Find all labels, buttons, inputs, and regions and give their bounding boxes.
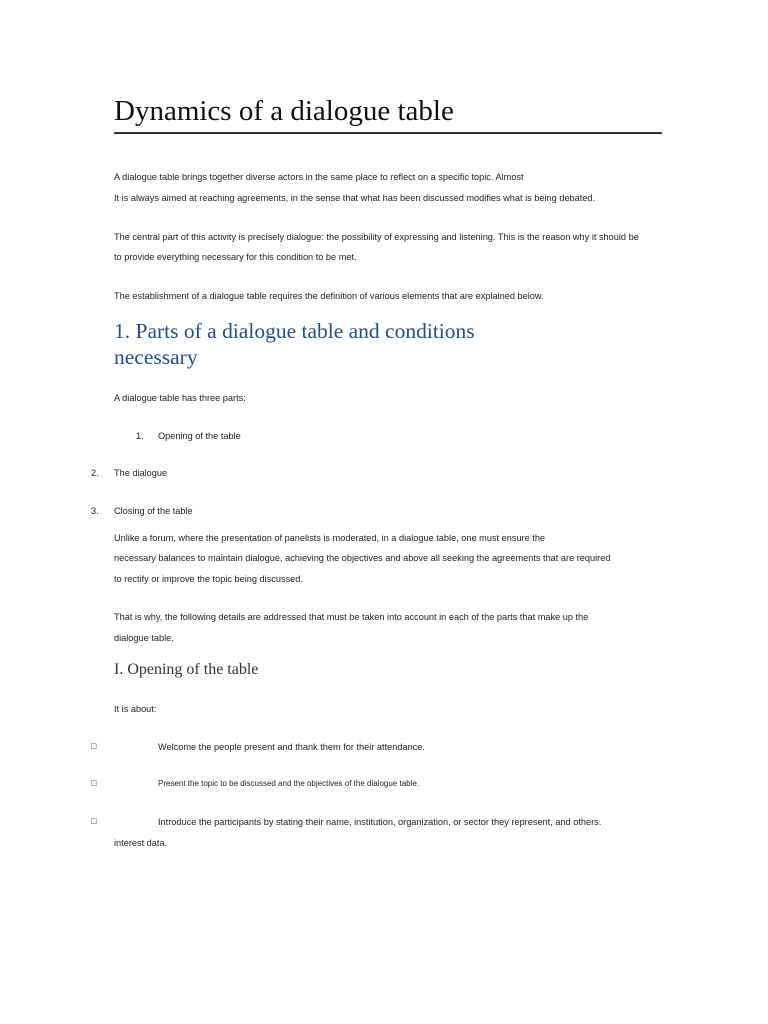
list-item-2-number: 2. [91,468,99,478]
details-line-1: That is why, the following details are addressed that must be taken into account in each of the parts that make up the [114,612,589,622]
list-item-3-number: 3. [91,506,99,516]
bullet-item-1: Welcome the people present and thank them for their attendance. [158,742,425,752]
list-item-2-text: The dialogue [114,468,168,478]
section-1-heading-line-2: necessary [114,345,198,369]
list-item-3-text: Closing of the table [114,506,193,516]
document-title: Dynamics of a dialogue table [114,95,454,127]
forum-line-2: necessary balances to maintain dialogue, achieving the objectives and above all seeking the agreements that are required [114,553,611,563]
list-item-1-number: 1. [136,431,144,441]
opening-heading: I. Opening of the table [114,661,259,678]
opening-lead: It is about: [114,704,157,714]
establishment-paragraph: The establishment of a dialogue table requires the definition of various elements that are explained below. [114,291,544,301]
section-1-heading-line-1: 1. Parts of a dialogue table and conditions [114,319,475,343]
forum-line-1: Unlike a forum, where the presentation of panelists is moderated, in a dialogue table, one must ensure the [114,533,546,543]
details-line-2: dialogue table. [114,633,174,643]
intro-line-1: A dialogue table brings together diverse actors in the same place to reflect on a specific topic. Almost [114,172,524,182]
list-item-1-text: Opening of the table [158,431,241,441]
central-line-2: to provide everything necessary for this condition to be met. [114,252,357,262]
parts-lead: A dialogue table has three parts: [114,393,246,403]
bullet-box-icon: □ [91,816,97,826]
central-line-1: The central part of this activity is precisely dialogue: the possibility of expressing and listening. This is the reason why it should be [114,232,639,242]
bullet-item-3-continuation: interest data. [114,838,168,848]
section-1-heading [114,318,594,370]
intro-line-2: It is always aimed at reaching agreements, in the sense that what has been discussed modifies what is being debated. [114,193,596,203]
bullet-item-3: Introduce the participants by stating their name, institution, organization, or sector they represent, and others. [158,817,602,827]
bullet-box-icon: □ [91,741,97,751]
title-underline [114,132,662,134]
forum-line-3: to rectify or improve the topic being discussed. [114,574,303,584]
bullet-box-icon: □ [91,778,97,788]
bullet-item-2: Present the topic to be discussed and the objectives of the dialogue table. [158,779,420,788]
